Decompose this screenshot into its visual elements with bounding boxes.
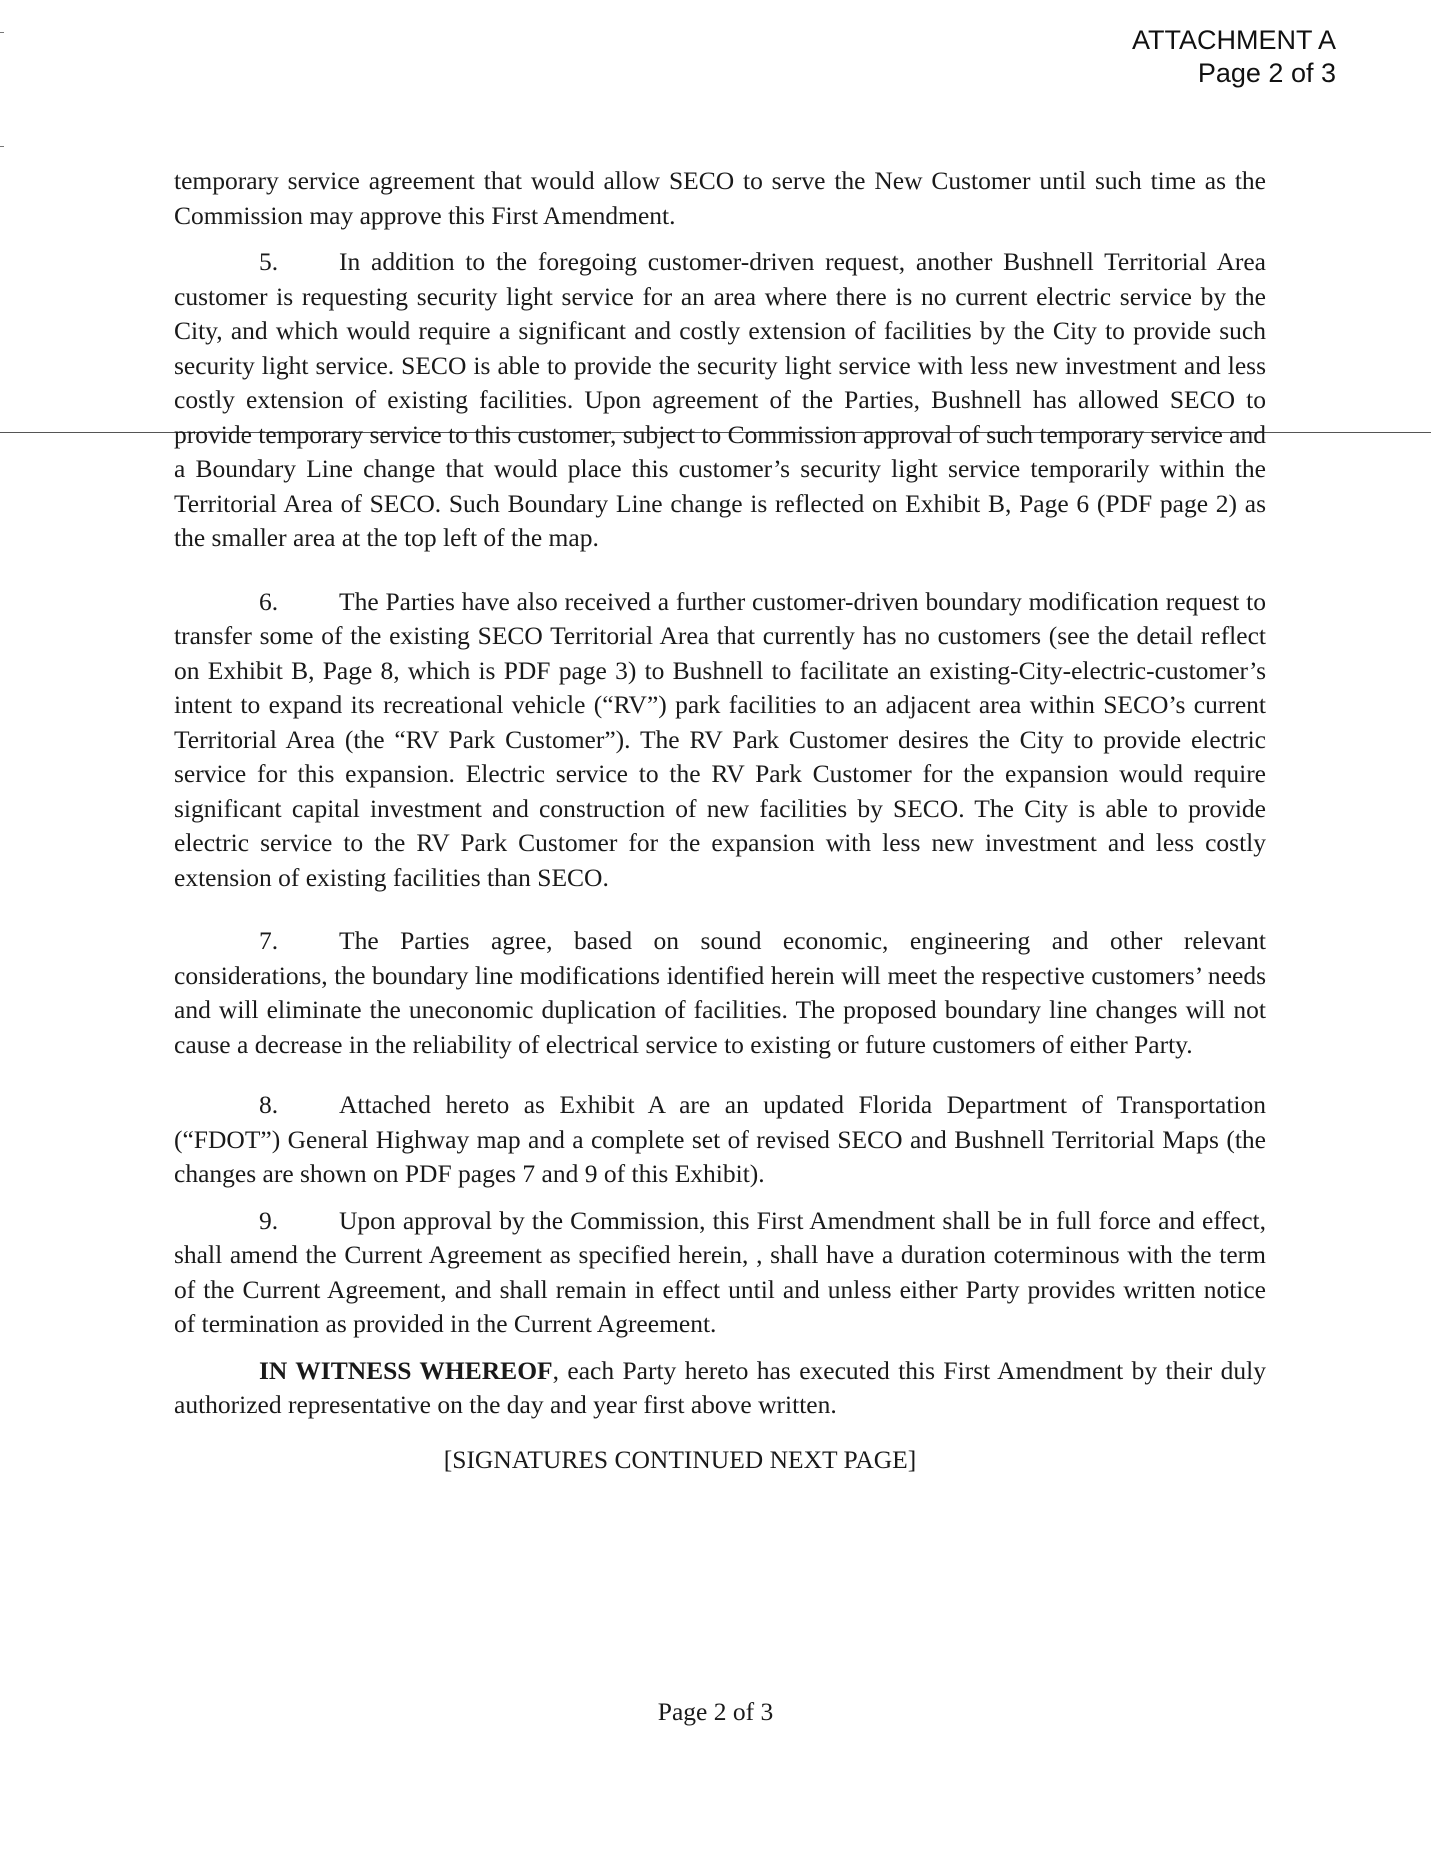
- paragraph-text: The Parties have also received a further customer-driven boundary modification request to transfer some of the existing SECO Territorial Area that currently has no customers (see the detail reflect on Exhibit B, Page 8, which is PDF page 3) to Bushnell to facilitate an existing-City-electric-customer’s intent to expand its recreational vehicle (“RV”) park facilities to an adjacent area within SECO’s current Territorial Area (the “RV Park Customer”). The RV Park Customer desires the City to provide electric service for this expansion. Electric service to the RV Park Customer for the expansion would require significant capital investment and construction of new facilities by SECO. The City is able to provide electric service to the RV Park Customer for the expansion with less new investment and less costly extension of existing facilities than SECO.: [174, 586, 1266, 892]
- page-footer: [0, 1697, 1431, 1727]
- paragraph-number: 7.: [259, 926, 279, 955]
- document-body: [174, 164, 1266, 1477]
- paragraph-number: 8.: [259, 1090, 279, 1119]
- paragraph-text: Upon approval by the Commission, this First Amendment shall be in full force and effect, shall amend the Current Agreement as specified herein, , shall have a duration coterminous with the term of the Current Agreement, and shall remain in effect until and unless either Party provides written notice of termination as provided in the Current Agreement.: [174, 1205, 1266, 1338]
- paragraph-7: [174, 924, 1266, 1062]
- scan-margin-mark: [0, 32, 4, 33]
- page-header: [1132, 24, 1336, 90]
- witness-clause: [174, 1354, 1266, 1423]
- scan-margin-mark: [0, 146, 4, 147]
- paragraph-continued: temporary service agreement that would allow SECO to serve the New Customer until such time as the Commission may approve this First Amendment.: [174, 166, 1266, 230]
- paragraph-number: 5.: [259, 247, 279, 276]
- header-page-number: Page 2 of 3: [1197, 58, 1336, 88]
- paragraph-number: 9.: [259, 1205, 279, 1235]
- paragraph-number: 6.: [259, 586, 279, 616]
- witness-heading: IN WITNESS WHEREOF: [259, 1355, 553, 1385]
- paragraph-5: [174, 245, 1266, 556]
- footer-page-number: Page 2 of 3: [657, 1697, 774, 1726]
- paragraph-text: The Parties agree, based on sound economic, engineering and other relevant considerations, the boundary line modifications identified herein will meet the respective customers’ needs and will eliminate the uneconomic duplication of facilities. The proposed boundary line changes will not cause a decrease in the reliability of electrical service to existing or future customers of either Party.: [174, 926, 1266, 1059]
- witness-text: , each Party hereto has executed this First Amendment by their duly authorized representative on the day and year first above written.: [174, 1355, 1266, 1419]
- paragraph-9: [174, 1204, 1266, 1342]
- paragraph-8: [174, 1088, 1266, 1192]
- paragraph-6: [174, 585, 1266, 896]
- signatures-continued-note: [SIGNATURES CONTINUED NEXT PAGE]: [443, 1444, 917, 1474]
- paragraph-text: In addition to the foregoing customer-driven request, another Bushnell Territorial Area customer is requesting security light service for an area where there is no current electric service by the City, and which would require a significant and costly extension of facilities by the City to provide such security light service. SECO is able to provide the security light service with less new investment and less costly extension of existing facilities. Upon agreement of the Parties, Bushnell has allowed SECO to provide temporary service to this customer, subject to Commission approval of such temporary service and a Boundary Line change that would place this customer’s security light service temporarily within the Territorial Area of SECO. Such Boundary Line change is reflected on Exhibit B, Page 6 (PDF page 2) as the smaller area at the top left of the map.: [174, 247, 1266, 552]
- paragraph-text: Attached hereto as Exhibit A are an updated Florida Department of Transportation (“FDOT”) General Highway map and a complete set of revised SECO and Bushnell Territorial Maps (the changes are shown on PDF pages 7 and 9 of this Exhibit).: [174, 1090, 1266, 1188]
- attachment-label: ATTACHMENT A: [1131, 25, 1336, 55]
